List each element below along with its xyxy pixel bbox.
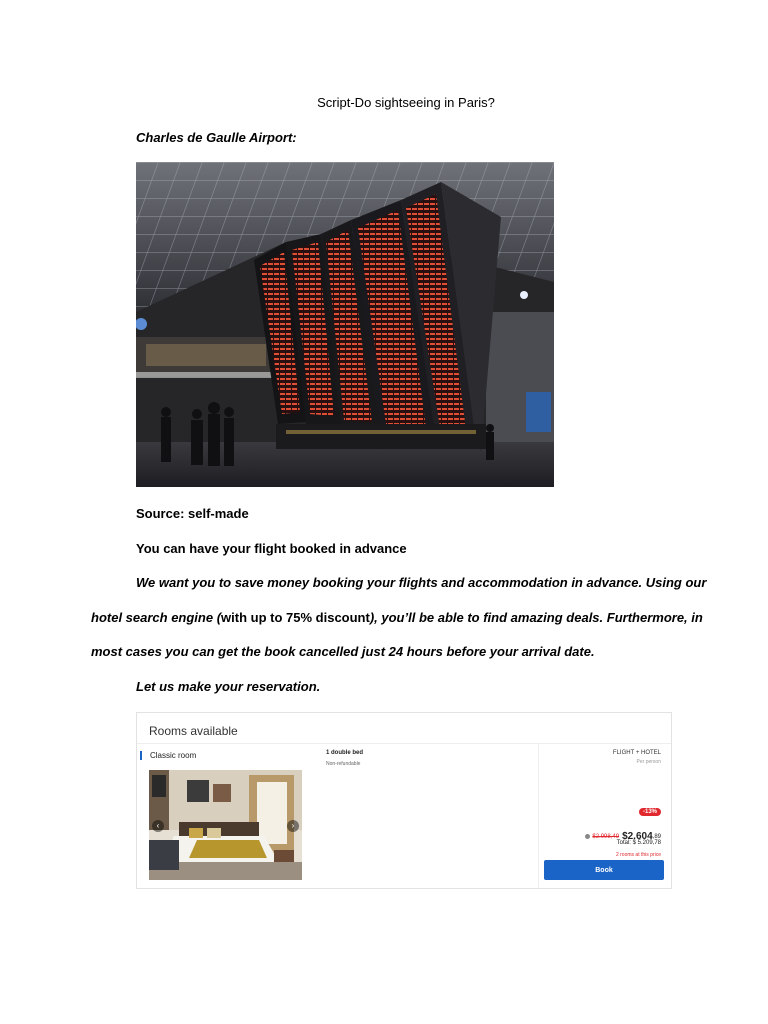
widget-divider: [137, 743, 671, 744]
book-button[interactable]: Book: [544, 860, 664, 880]
availability-note: 2 rooms at this price: [615, 852, 661, 858]
photo-source: Source: self-made: [136, 506, 249, 521]
booking-widget: [136, 712, 672, 889]
chevron-right-icon[interactable]: ›: [287, 820, 299, 832]
info-icon[interactable]: [585, 834, 590, 839]
paragraph-line-3: most cases you can get the book cancelled just 24 hours before your arrival date.: [91, 644, 595, 659]
paragraph-line-2-part-c: ), you’ll be able to find amazing deals. Furthermore, in: [369, 610, 703, 625]
per-person-label: Per person: [636, 759, 661, 765]
chevron-left-icon[interactable]: ‹: [152, 820, 164, 832]
closing-line: Let us make your reservation.: [136, 679, 321, 694]
total-price: Total: $ 5.209,78: [616, 840, 661, 846]
room-photo[interactable]: [149, 770, 302, 880]
paragraph-line-2: [91, 610, 703, 625]
package-type: FLIGHT + HOTEL: [612, 750, 661, 756]
paragraph-line-1: We want you to save money booking your flights and accommodation in advance. Using our: [136, 575, 707, 590]
discount-badge: -13%: [639, 808, 661, 816]
page-title: Script-Do sightseeing in Paris?: [317, 95, 495, 110]
rooms-available-heading: Rooms available: [149, 724, 238, 738]
section-heading: Charles de Gaulle Airport:: [136, 130, 297, 145]
new-price: $2.604: [622, 831, 653, 843]
airport-photo: [136, 162, 554, 487]
bed-type: 1 double bed: [326, 750, 364, 756]
paragraph-line-2-part-b: with up to 75% discount: [221, 610, 370, 625]
room-name: Classic room: [140, 751, 196, 760]
old-price: $2.998,49: [592, 833, 620, 840]
refund-policy: Non-refundable: [326, 761, 361, 767]
paragraph-line-2-part-a: hotel search engine (: [91, 610, 222, 625]
flight-line: You can have your flight booked in advance: [136, 541, 407, 556]
new-price-cents: ,89: [652, 833, 661, 840]
price-column-divider: [538, 743, 539, 888]
